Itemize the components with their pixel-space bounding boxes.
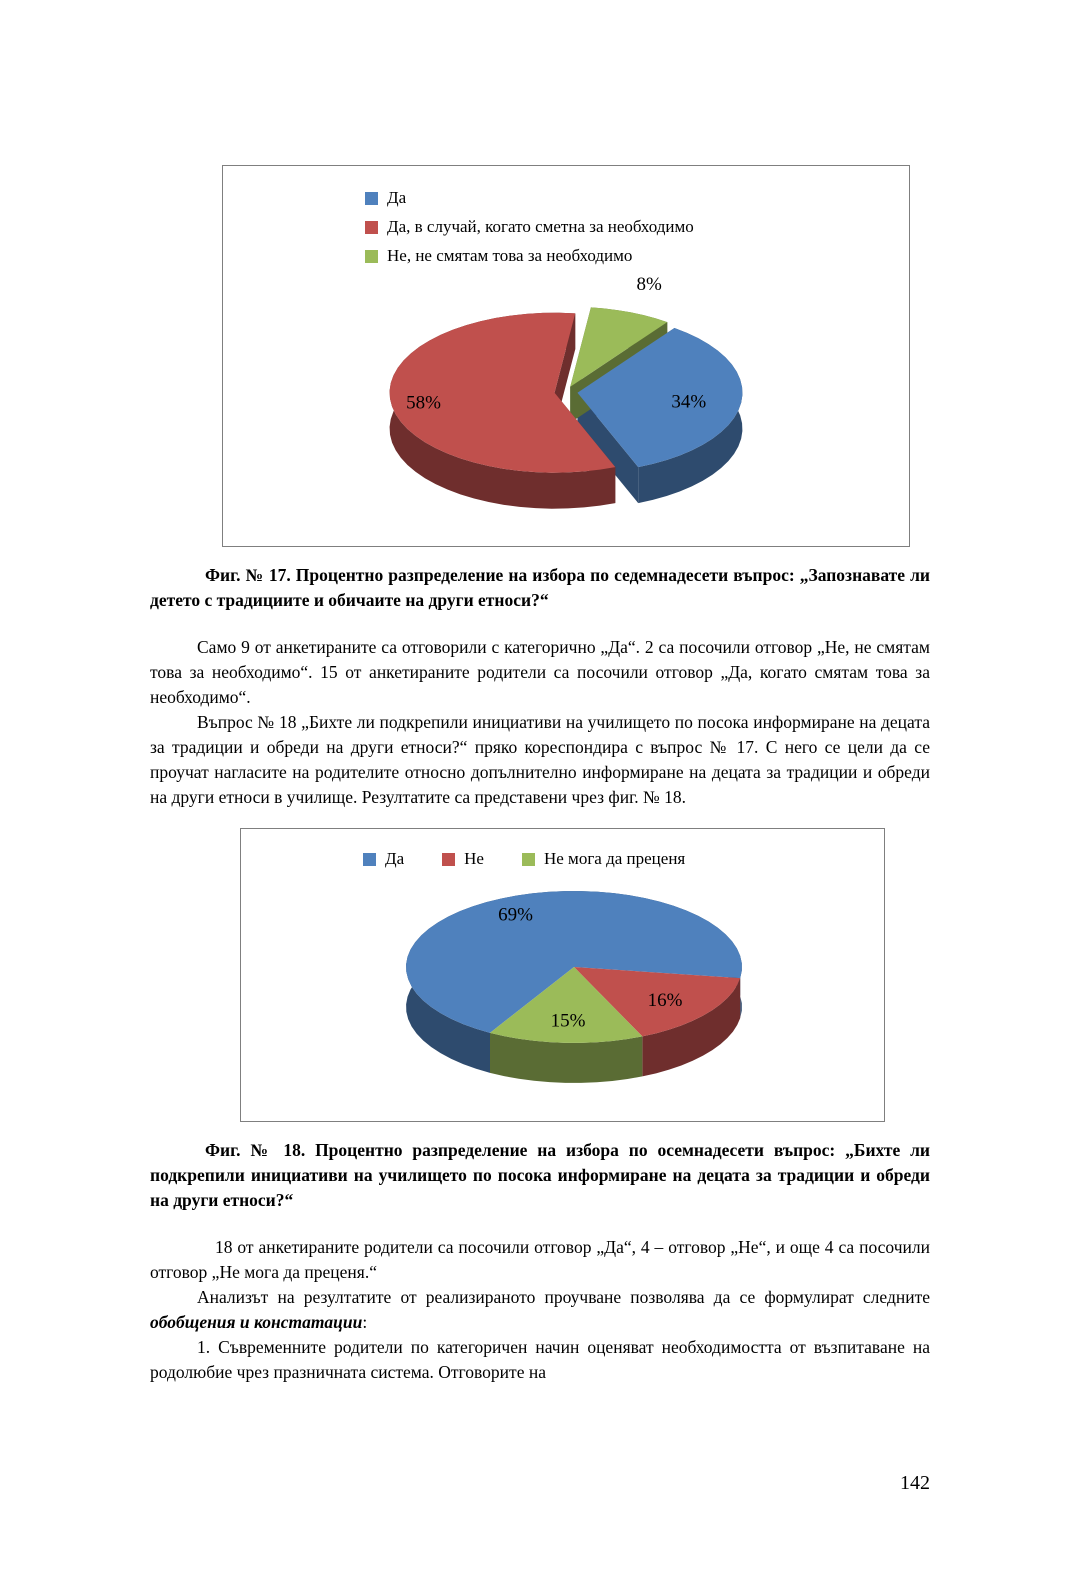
paragraph-text: :	[362, 1312, 368, 1332]
legend-color-swatch	[442, 853, 455, 866]
body-paragraph-question18: Въпрос № 18 „Бихте ли подкрепили инициативи на училището по посока информиране на децата за традиции и обреди на други етноси?“ пряко кореспондира с въпрос № 17. С него се цели да се проучат нагласите на родителите относно допълнително информиране на децата за традиции и обреди на други етноси в училище. Резултатите са представени чрез фиг. № 18.	[150, 712, 930, 807]
body-paragraph-conclusion1: 1. Съвременните родители по категоричен начин оценяват необходимостта от възпитаване на родолюбие чрез празничната система. Отговорите на	[150, 1337, 930, 1382]
paragraph-text: Анализът на резултатите от реализираното проучване позволява да се формулират следните	[197, 1287, 930, 1307]
page-number: 142	[900, 1472, 930, 1494]
svg-text:15%: 15%	[550, 1010, 586, 1032]
figure-18-chart-box	[240, 828, 885, 1122]
legend-label: Не мога да преценя	[543, 849, 686, 868]
legend-label: Да, в случай, когато сметна за необходимо	[387, 217, 694, 236]
figure-18-caption: Фиг. № 18. Процентно разпределение на избора по осемнадесети въпрос: „Бихте ли подкрепили инициативи на училището по посока информиране на децата за традиции и обреди на други етноси?“	[150, 1140, 930, 1210]
body-paragraph-analysis	[150, 1285, 930, 1335]
legend-color-swatch	[522, 853, 535, 866]
pie-chart-fig18	[241, 869, 884, 1121]
svg-text:8%: 8%	[636, 274, 662, 296]
figure-17-caption: Фиг. № 17. Процентно разпределение на избора по седемнадесети въпрос: „Запознавате ли детето с традициите и обичаите на други етноси?“	[150, 565, 930, 610]
legend-label: Не	[464, 849, 484, 868]
legend-color-swatch	[365, 192, 378, 205]
legend-label: Не, не смятам това за необходимо	[387, 246, 633, 265]
body-paragraph-answers18: 18 от анкетираните родители са посочили отговор „Да“, 4 – отговор „Не“, и още 4 са посочили отговор „Не мога да преценя.“	[150, 1237, 930, 1282]
legend-item-da-v-sluchai	[365, 217, 899, 237]
svg-text:58%: 58%	[406, 392, 441, 414]
emphasis-text: обобщения и констатации	[150, 1312, 363, 1332]
svg-text:69%: 69%	[498, 904, 533, 926]
legend-item-da	[365, 188, 899, 208]
legend-label: Да	[385, 849, 405, 868]
pie-chart-fig17	[223, 270, 907, 546]
svg-text:16%: 16%	[647, 990, 683, 1012]
figure-17-legend	[223, 166, 909, 270]
figure-17-chart-box	[222, 165, 910, 547]
svg-text:34%: 34%	[671, 391, 707, 413]
legend-item-ne-moga	[522, 849, 685, 869]
legend-label: Да	[387, 188, 407, 207]
body-paragraph-only9: Само 9 от анкетираните са отговорили с категорично „Да“. 2 са посочили отговор „Не, не смятам това за необходимо“. 15 от анкетираните родители са посочили отговор „Да, когато смятам това за необходимо“.	[150, 637, 930, 707]
legend-item-ne	[442, 849, 484, 869]
page-content	[0, 165, 1080, 1385]
legend-color-swatch	[365, 250, 378, 263]
legend-item-da	[363, 849, 404, 869]
legend-item-ne	[365, 246, 899, 266]
figure-18-legend	[241, 829, 884, 869]
legend-color-swatch	[365, 221, 378, 234]
legend-color-swatch	[363, 853, 376, 866]
